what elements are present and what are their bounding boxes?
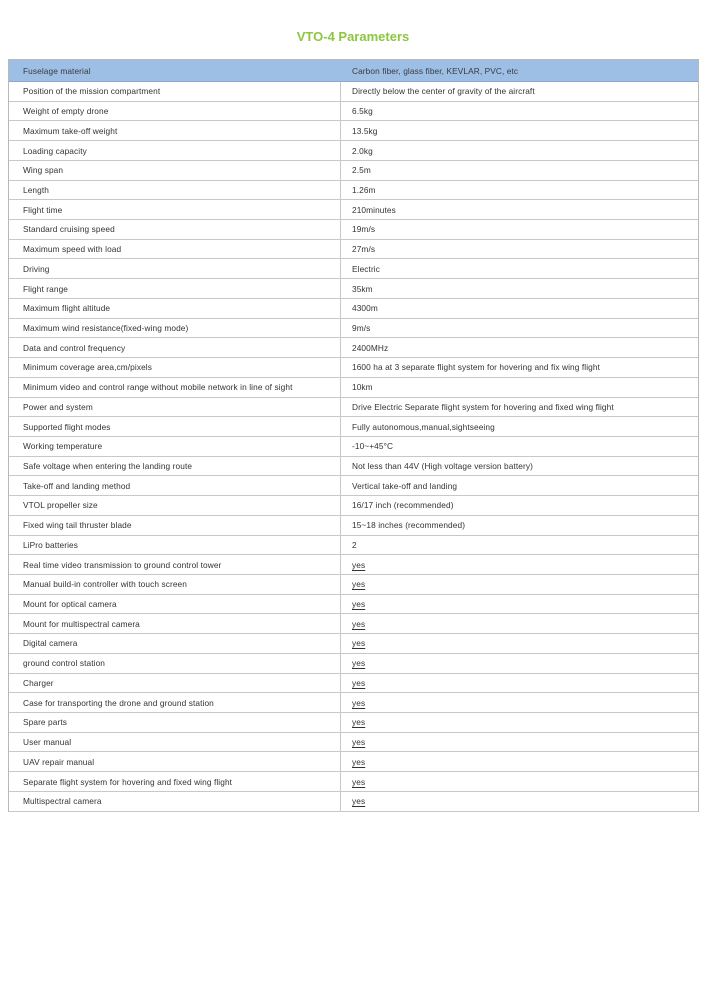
table-row: [9, 102, 698, 122]
table-row: [9, 378, 698, 398]
table-row: [9, 752, 698, 772]
parameter-value: yes: [352, 658, 366, 669]
table-row: [9, 792, 698, 812]
parameter-value: 15~18 inches (recommended): [352, 520, 466, 531]
table-row: [9, 338, 698, 358]
parameter-value: yes: [352, 796, 366, 807]
parameter-name: Length: [9, 181, 341, 200]
parameter-value: 9m/s: [352, 322, 371, 333]
parameter-value: yes: [352, 638, 366, 649]
parameter-name: Maximum take-off weight: [9, 121, 341, 140]
parameter-value: 19m/s: [352, 224, 376, 235]
table-row: [9, 417, 698, 437]
table-row: [9, 259, 698, 279]
parameter-value: 1.26m: [352, 184, 376, 195]
table-row: [9, 181, 698, 201]
parameter-value: 16/17 inch (recommended): [352, 500, 454, 511]
parameter-value: Fully autonomous,manual,sightseeing: [352, 421, 495, 432]
parameter-name: Position of the mission compartment: [9, 82, 341, 101]
parameter-value: 35km: [352, 283, 373, 294]
parameter-name: Maximum speed with load: [9, 240, 341, 259]
parameter-name: Charger: [9, 674, 341, 693]
parameter-value: 1600 ha at 3 separate flight system for hovering and fix wing flight: [352, 362, 601, 373]
parameter-name: Minimum coverage area,cm/pixels: [9, 358, 341, 377]
table-row: [9, 82, 698, 102]
table-row: [9, 141, 698, 161]
table-row: [9, 299, 698, 319]
table-row: [9, 575, 698, 595]
parameter-value: yes: [352, 559, 366, 570]
parameter-value: 2.0kg: [352, 145, 373, 156]
parameter-value: 210minutes: [352, 204, 396, 215]
parameter-value: Electric: [352, 263, 380, 274]
parameter-name: Maximum flight altitude: [9, 299, 341, 318]
table-row: [9, 713, 698, 733]
parameter-name: Supported flight modes: [9, 417, 341, 436]
parameter-value: 13.5kg: [352, 125, 378, 136]
parameter-name: Mount for multispectral camera: [9, 614, 341, 633]
parameter-value: Vertical take-off and landing: [352, 480, 458, 491]
table-row: [9, 457, 698, 477]
parameter-value: 2: [352, 539, 357, 550]
header-name-cell: Fuselage material: [23, 65, 91, 76]
parameter-name: Minimum video and control range without mobile network in line of sight: [9, 378, 341, 397]
table-row: [9, 674, 698, 694]
parameter-value: yes: [352, 599, 366, 610]
table-row: [9, 693, 698, 713]
table-row: [9, 496, 698, 516]
parameter-value: yes: [352, 618, 366, 629]
parameter-value: 27m/s: [352, 244, 376, 255]
parameter-name: Loading capacity: [9, 141, 341, 160]
parameter-value: yes: [352, 737, 366, 748]
table-row: [9, 634, 698, 654]
parameter-name: Working temperature: [9, 437, 341, 456]
parameter-name: Safe voltage when entering the landing route: [9, 457, 341, 476]
parameter-name: LiPro batteries: [9, 536, 341, 555]
parameter-name: Digital camera: [9, 634, 341, 653]
table-row: [9, 161, 698, 181]
parameter-name: Flight time: [9, 200, 341, 219]
parameter-name: Maximum wind resistance(fixed-wing mode): [9, 319, 341, 338]
parameter-value: yes: [352, 677, 366, 688]
parameter-value: Not less than 44V (High voltage version battery): [352, 461, 533, 472]
parameter-name: Flight range: [9, 279, 341, 298]
table-body: [9, 82, 698, 812]
header-value-cell: Carbon fiber, glass fiber, KEVLAR, PVC, etc: [352, 65, 519, 76]
parameter-name: Standard cruising speed: [9, 220, 341, 239]
table-row: [9, 654, 698, 674]
table-row: [9, 358, 698, 378]
table-row: [9, 555, 698, 575]
parameter-value: 2400MHz: [352, 342, 389, 353]
parameter-name: Separate flight system for hovering and fixed wing flight: [9, 772, 341, 791]
table-row: [9, 595, 698, 615]
table-row: [9, 733, 698, 753]
parameter-name: Mount for optical camera: [9, 595, 341, 614]
table-row: [9, 240, 698, 260]
parameter-value: yes: [352, 579, 366, 590]
parameter-name: Weight of empty drone: [9, 102, 341, 121]
parameter-name: Take-off and landing method: [9, 476, 341, 495]
parameter-name: ground control station: [9, 654, 341, 673]
parameter-value: 6.5kg: [352, 106, 373, 117]
parameter-value: 2.5m: [352, 165, 371, 176]
parameter-name: Spare parts: [9, 713, 341, 732]
parameters-table: [8, 59, 699, 812]
parameter-value: Drive Electric Separate flight system for hovering and fixed wing flight: [352, 401, 614, 412]
table-row: [9, 772, 698, 792]
parameter-value: yes: [352, 776, 366, 787]
parameter-name: Case for transporting the drone and ground station: [9, 693, 341, 712]
parameter-name: Multispectral camera: [9, 792, 341, 811]
table-row: [9, 516, 698, 536]
parameter-name: Data and control frequency: [9, 338, 341, 357]
table-row: [9, 200, 698, 220]
parameter-value: 10km: [352, 382, 373, 393]
parameter-name: UAV repair manual: [9, 752, 341, 771]
parameter-name: Power and system: [9, 398, 341, 417]
parameter-value: Directly below the center of gravity of the aircraft: [352, 86, 535, 97]
parameter-value: yes: [352, 756, 366, 767]
table-row: [9, 614, 698, 634]
parameter-value: 4300m: [352, 303, 378, 314]
parameter-name: Fixed wing tail thruster blade: [9, 516, 341, 535]
table-row: [9, 220, 698, 240]
table-header-row: [9, 60, 698, 82]
parameter-name: Driving: [9, 259, 341, 278]
table-row: [9, 437, 698, 457]
page-title: VTO-4 Parameters: [296, 29, 410, 44]
parameter-name: User manual: [9, 733, 341, 752]
parameter-name: Wing span: [9, 161, 341, 180]
table-row: [9, 476, 698, 496]
table-row: [9, 398, 698, 418]
table-row: [9, 279, 698, 299]
parameter-value: -10~+45°C: [352, 441, 394, 452]
parameter-name: Real time video transmission to ground control tower: [9, 555, 341, 574]
parameter-name: VTOL propeller size: [9, 496, 341, 515]
table-row: [9, 536, 698, 556]
table-row: [9, 121, 698, 141]
parameter-value: yes: [352, 717, 366, 728]
table-row: [9, 319, 698, 339]
parameter-value: yes: [352, 697, 366, 708]
parameter-name: Manual build-in controller with touch screen: [9, 575, 341, 594]
